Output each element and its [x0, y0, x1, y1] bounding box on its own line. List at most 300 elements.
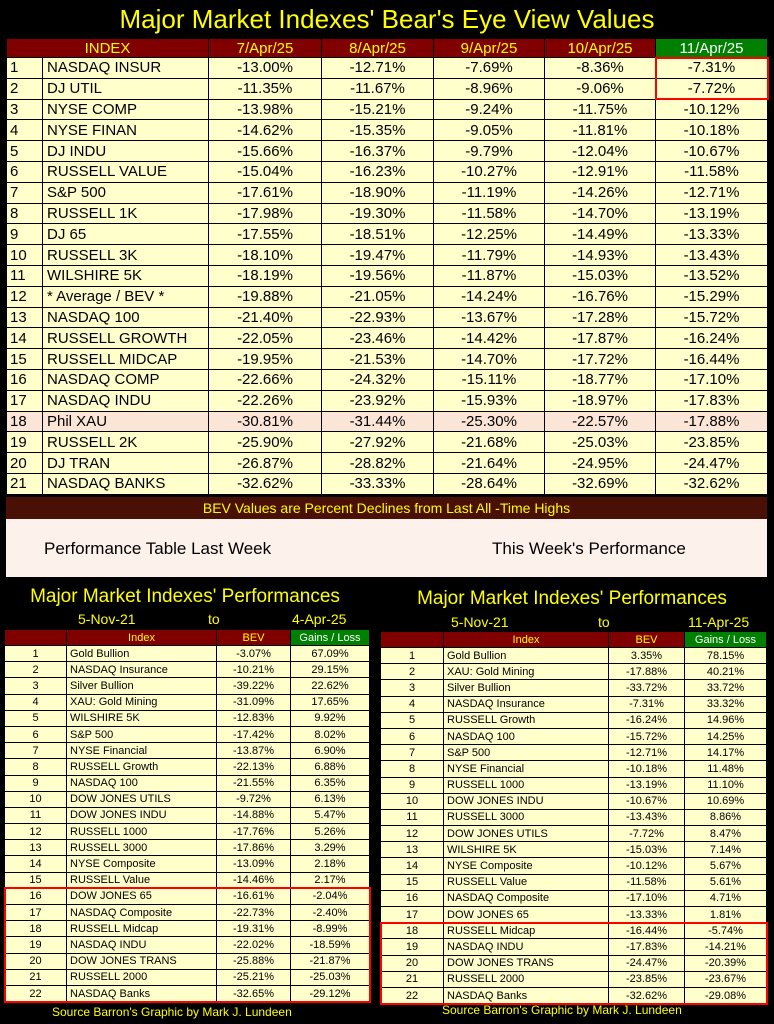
index-name: RUSSELL 3000 [444, 809, 609, 825]
bev-value: -11.79% [434, 245, 545, 266]
bev-value: -17.83% [656, 390, 768, 411]
bev-value: -19.47% [322, 245, 434, 266]
index-name: WILSHIRE 5K [67, 710, 217, 726]
this-week-from: 5-Nov-21 [451, 614, 509, 630]
bev-value: -33.72% [609, 680, 685, 696]
bev-row [7, 286, 768, 307]
row-number: 17 [381, 907, 444, 923]
performance-row [5, 726, 370, 742]
bev-value: -24.32% [322, 369, 434, 390]
bev-value: -12.91% [545, 161, 656, 182]
row-number: 11 [5, 807, 67, 823]
bev-table [6, 38, 768, 495]
bev-value: -14.70% [545, 203, 656, 224]
row-number: 18 [7, 411, 43, 432]
bev-value: -14.93% [545, 245, 656, 266]
bev-row [7, 161, 768, 182]
performance-row [381, 648, 767, 664]
index-name: S&P 500 [43, 182, 209, 203]
bev-value: -18.51% [322, 224, 434, 245]
bev-value: -10.27% [434, 161, 545, 182]
gain-loss-value: -18.59% [291, 937, 370, 953]
index-name: RUSSELL Value [67, 872, 217, 888]
bev-value: -12.04% [545, 141, 656, 162]
bev-value: -21.53% [322, 349, 434, 370]
index-name: NASDAQ 100 [67, 775, 217, 791]
index-name: NASDAQ 100 [43, 307, 209, 328]
index-name: WILSHIRE 5K [444, 842, 609, 858]
index-name: NASDAQ Composite [444, 890, 609, 906]
bev-value: -7.69% [434, 58, 545, 79]
bev-value: -25.90% [209, 432, 322, 453]
bev-row [7, 369, 768, 390]
index-name: RUSSELL 3000 [67, 840, 217, 856]
row-number: 6 [7, 161, 43, 182]
bev-row [7, 265, 768, 286]
bev-value: -16.44% [656, 349, 768, 370]
row-number: 22 [381, 987, 444, 1003]
bev-value: -18.97% [545, 390, 656, 411]
bev-value: 3.35% [609, 648, 685, 664]
bev-value: -16.24% [656, 328, 768, 349]
bev-value: -10.21% [217, 662, 291, 678]
row-number: 20 [5, 953, 67, 969]
bev-value: -13.67% [434, 307, 545, 328]
last-week-to-word: to [208, 611, 220, 627]
gain-loss-value: 5.26% [291, 824, 370, 840]
bev-value: -25.88% [217, 953, 291, 969]
bev-value: -19.30% [322, 203, 434, 224]
index-name: NASDAQ INDU [43, 390, 209, 411]
row-number: 19 [7, 432, 43, 453]
performance-row [5, 807, 370, 823]
bev-value: -13.33% [609, 907, 685, 923]
performance-row [5, 743, 370, 759]
gain-loss-value: 14.17% [685, 745, 767, 761]
bev-value: -25.21% [217, 969, 291, 985]
row-number: 22 [5, 985, 67, 1001]
index-name: NASDAQ Banks [67, 985, 217, 1001]
index-name: RUSSELL 1000 [444, 777, 609, 793]
index-name: Gold Bullion [444, 648, 609, 664]
label-this-week: This Week's Performance [492, 539, 686, 558]
label-last-week: Performance Table Last Week [44, 539, 272, 558]
row-number: 18 [5, 921, 67, 937]
bev-value: -15.29% [656, 286, 768, 307]
row-number: 2 [5, 662, 67, 678]
performance-row [381, 923, 767, 939]
row-number: 9 [5, 775, 67, 791]
bev-value: -13.09% [217, 856, 291, 872]
row-number: 19 [5, 937, 67, 953]
index-name: DOW JONES UTILS [444, 826, 609, 842]
last-week-header-row [5, 630, 370, 646]
bev-header-row [7, 39, 768, 58]
index-name: S&P 500 [444, 745, 609, 761]
bev-value: -25.30% [434, 411, 545, 432]
index-name: DOW JONES TRANS [67, 953, 217, 969]
bev-value: -17.86% [217, 840, 291, 856]
bev-value: -31.09% [217, 694, 291, 710]
row-number: 2 [381, 664, 444, 680]
bev-value: -21.64% [434, 453, 545, 474]
performance-row [381, 842, 767, 858]
row-number: 12 [381, 826, 444, 842]
row-number: 3 [5, 678, 67, 694]
performance-row [5, 710, 370, 726]
row-number: 19 [381, 939, 444, 955]
index-name: NASDAQ INDU [444, 939, 609, 955]
this-week-source: Source Barron's Graphic by Mark J. Lundeen [442, 1003, 682, 1017]
performance-row [5, 969, 370, 985]
gain-loss-value: 8.47% [685, 826, 767, 842]
index-name: Silver Bullion [444, 680, 609, 696]
index-name: DOW JONES 65 [444, 907, 609, 923]
row-number: 1 [381, 648, 444, 664]
bev-value: -17.10% [609, 890, 685, 906]
bev-value: -22.13% [217, 759, 291, 775]
row-number: 8 [7, 203, 43, 224]
bev-header-date: 7/Apr/25 [209, 39, 322, 58]
gain-loss-value: 14.25% [685, 728, 767, 744]
gain-loss-value: 67.09% [291, 646, 370, 662]
gain-loss-value: 29.15% [291, 662, 370, 678]
index-name: DOW JONES 65 [67, 888, 217, 904]
this-week-to: 11-Apr-25 [688, 614, 750, 630]
bev-value: -14.24% [434, 286, 545, 307]
bev-value: -7.72% [656, 78, 768, 99]
index-name: NASDAQ BANKS [43, 473, 209, 494]
performance-row [381, 728, 767, 744]
row-number: 1 [5, 646, 67, 662]
performance-row [381, 907, 767, 923]
bev-value: -21.05% [322, 286, 434, 307]
index-name: DOW JONES UTILS [67, 791, 217, 807]
bev-value: -21.68% [434, 432, 545, 453]
index-name: RUSSELL Midcap [67, 921, 217, 937]
bev-value: -19.31% [217, 921, 291, 937]
bev-value: -11.58% [609, 874, 685, 890]
index-name: DJ TRAN [43, 453, 209, 474]
bev-value: -24.47% [609, 955, 685, 971]
bev-row [7, 99, 768, 120]
bev-value: -18.90% [322, 182, 434, 203]
bev-value: -24.95% [545, 453, 656, 474]
index-name: DOW JONES INDU [67, 807, 217, 823]
row-number: 1 [7, 58, 43, 79]
row-number: 9 [7, 224, 43, 245]
bev-value: -12.71% [656, 182, 768, 203]
index-name: NASDAQ INDU [67, 937, 217, 953]
this-week-to-word: to [598, 614, 610, 630]
bev-value: -16.61% [217, 888, 291, 904]
bev-value: -23.92% [322, 390, 434, 411]
index-name: RUSSELL 3K [43, 245, 209, 266]
bev-value: -9.72% [217, 791, 291, 807]
index-name: NASDAQ COMP [43, 369, 209, 390]
header-gains-loss: Gains / Loss [291, 630, 370, 646]
row-number: 20 [381, 955, 444, 971]
bev-value: -32.65% [217, 985, 291, 1001]
bev-value: -16.23% [322, 161, 434, 182]
gain-loss-value: 33.72% [685, 680, 767, 696]
row-number: 18 [381, 923, 444, 939]
gain-loss-value: 6.13% [291, 791, 370, 807]
bev-value: -19.88% [209, 286, 322, 307]
bev-header-date-latest: 11/Apr/25 [656, 39, 768, 58]
row-number: 10 [381, 793, 444, 809]
bev-value: -11.58% [656, 161, 768, 182]
index-name: NASDAQ Composite [67, 905, 217, 921]
bev-value: -11.81% [545, 120, 656, 141]
bev-value: -12.71% [609, 745, 685, 761]
row-number: 21 [5, 969, 67, 985]
row-number: 13 [5, 840, 67, 856]
bev-value: -10.67% [656, 141, 768, 162]
bev-value: -10.18% [656, 120, 768, 141]
bev-value: -14.88% [217, 807, 291, 823]
bev-value: -13.43% [609, 809, 685, 825]
performance-row [5, 824, 370, 840]
bev-value: -17.87% [545, 328, 656, 349]
gain-loss-value: 9.92% [291, 710, 370, 726]
bev-value: -7.31% [656, 58, 768, 79]
bev-value: -11.35% [209, 78, 322, 99]
bev-value: -14.70% [434, 349, 545, 370]
row-number: 7 [5, 743, 67, 759]
bev-value: -27.92% [322, 432, 434, 453]
performance-row [381, 712, 767, 728]
bev-value: -8.96% [434, 78, 545, 99]
gain-loss-value: 17.65% [291, 694, 370, 710]
bev-value: -15.72% [609, 728, 685, 744]
bev-value: -28.82% [322, 453, 434, 474]
row-number: 21 [7, 473, 43, 494]
row-number: 14 [5, 856, 67, 872]
index-name: NYSE Financial [444, 761, 609, 777]
row-number: 14 [7, 328, 43, 349]
index-name: RUSSELL 2000 [67, 969, 217, 985]
bev-value: -9.06% [545, 78, 656, 99]
performance-row [5, 791, 370, 807]
index-name: WILSHIRE 5K [43, 265, 209, 286]
performance-row [5, 872, 370, 888]
bev-value: -18.10% [209, 245, 322, 266]
performance-row [5, 646, 370, 662]
bev-value: -22.66% [209, 369, 322, 390]
row-number: 17 [5, 905, 67, 921]
gain-loss-value: 33.32% [685, 696, 767, 712]
bev-value: -10.12% [656, 99, 768, 120]
performance-row [5, 759, 370, 775]
performance-row [381, 955, 767, 971]
gain-loss-value: 4.71% [685, 890, 767, 906]
bev-value: -25.03% [545, 432, 656, 453]
bev-row [7, 432, 768, 453]
gain-loss-value: 11.10% [685, 777, 767, 793]
index-name: XAU: Gold Mining [444, 664, 609, 680]
bev-row [7, 307, 768, 328]
row-number: 12 [5, 824, 67, 840]
gain-loss-value: 5.47% [291, 807, 370, 823]
performance-row [381, 745, 767, 761]
section-labels [6, 519, 767, 577]
bev-row [7, 120, 768, 141]
bev-header-date: 8/Apr/25 [322, 39, 434, 58]
gain-loss-value: 6.90% [291, 743, 370, 759]
performance-row [381, 858, 767, 874]
index-name: NYSE Financial [67, 743, 217, 759]
bev-value: -11.19% [434, 182, 545, 203]
bev-value: -26.87% [209, 453, 322, 474]
row-number: 2 [7, 78, 43, 99]
index-name: NYSE FINAN [43, 120, 209, 141]
bev-value: -16.76% [545, 286, 656, 307]
bev-value: -17.88% [656, 411, 768, 432]
bev-value: -18.19% [209, 265, 322, 286]
performance-row [381, 664, 767, 680]
index-name: RUSSELL GROWTH [43, 328, 209, 349]
row-number: 4 [5, 694, 67, 710]
header-index: Index [67, 630, 217, 646]
bev-value: -22.26% [209, 390, 322, 411]
row-number: 3 [7, 99, 43, 120]
row-number: 11 [381, 809, 444, 825]
performance-row [381, 987, 767, 1003]
gain-loss-value: -29.08% [685, 987, 767, 1003]
index-name: RUSSELL VALUE [43, 161, 209, 182]
bev-value: -23.46% [322, 328, 434, 349]
index-name: * Average / BEV * [43, 286, 209, 307]
bev-value: -16.24% [609, 712, 685, 728]
gain-loss-value: 40.21% [685, 664, 767, 680]
this-week-header-row [381, 632, 767, 648]
row-number: 15 [5, 872, 67, 888]
row-number: 5 [5, 710, 67, 726]
row-number: 6 [381, 728, 444, 744]
bev-value: -14.26% [545, 182, 656, 203]
performance-row [5, 888, 370, 904]
bev-value: -22.57% [545, 411, 656, 432]
gain-loss-value: -2.04% [291, 888, 370, 904]
index-name: RUSSELL 2000 [444, 971, 609, 987]
index-name: RUSSELL 1K [43, 203, 209, 224]
bev-value: -16.37% [322, 141, 434, 162]
bev-row [7, 328, 768, 349]
row-number: 3 [381, 680, 444, 696]
bev-value: -17.61% [209, 182, 322, 203]
index-name: NASDAQ Insurance [67, 662, 217, 678]
bev-value: -8.36% [545, 58, 656, 79]
performance-row [5, 953, 370, 969]
bev-value: -22.05% [209, 328, 322, 349]
row-number: 5 [381, 712, 444, 728]
row-number: 13 [7, 307, 43, 328]
row-number: 16 [7, 369, 43, 390]
page-title: Major Market Indexes' Bear's Eye View Values [119, 4, 655, 34]
bev-value: -14.49% [545, 224, 656, 245]
bev-footnote: BEV Values are Percent Declines from Last All -Time Highs [6, 497, 767, 519]
row-number: 12 [7, 286, 43, 307]
gain-loss-value: -14.21% [685, 939, 767, 955]
row-number: 16 [381, 890, 444, 906]
bev-value: -15.66% [209, 141, 322, 162]
index-name: RUSSELL MIDCAP [43, 349, 209, 370]
last-week-title: Major Market Indexes' Performances [30, 586, 340, 607]
index-name: S&P 500 [67, 726, 217, 742]
performance-row [381, 971, 767, 987]
row-number: 10 [5, 791, 67, 807]
gain-loss-value: 78.15% [685, 648, 767, 664]
gain-loss-value: 1.81% [685, 907, 767, 923]
bev-value: -30.81% [209, 411, 322, 432]
performance-row [381, 680, 767, 696]
index-name: DJ INDU [43, 141, 209, 162]
bev-value: -15.72% [656, 307, 768, 328]
gain-loss-value: 11.48% [685, 761, 767, 777]
header-index: Index [444, 632, 609, 648]
gain-loss-value: -29.12% [291, 985, 370, 1001]
bev-value: -17.72% [545, 349, 656, 370]
gain-loss-value: -20.39% [685, 955, 767, 971]
row-number: 10 [7, 245, 43, 266]
bev-row [7, 349, 768, 370]
row-number: 14 [381, 858, 444, 874]
performance-row [381, 809, 767, 825]
row-number: 8 [381, 761, 444, 777]
performance-row [5, 840, 370, 856]
bev-value: -13.87% [217, 743, 291, 759]
index-name: Phil XAU [43, 411, 209, 432]
index-name: NASDAQ Insurance [444, 696, 609, 712]
index-name: NYSE Composite [67, 856, 217, 872]
row-number: 5 [7, 141, 43, 162]
bev-value: -17.88% [609, 664, 685, 680]
bev-value: -7.72% [609, 826, 685, 842]
gain-loss-value: 6.35% [291, 775, 370, 791]
gain-loss-value: 2.18% [291, 856, 370, 872]
bev-value: -11.67% [322, 78, 434, 99]
bev-value: -11.87% [434, 265, 545, 286]
bev-value: -14.42% [434, 328, 545, 349]
bev-value: -10.12% [609, 858, 685, 874]
gain-loss-value: 8.86% [685, 809, 767, 825]
gain-loss-value: 5.67% [685, 858, 767, 874]
index-name: NYSE Composite [444, 858, 609, 874]
bev-value: -12.83% [217, 710, 291, 726]
bev-value: -17.10% [656, 369, 768, 390]
gain-loss-value: 10.69% [685, 793, 767, 809]
performance-row [5, 856, 370, 872]
index-name: RUSSELL 1000 [67, 824, 217, 840]
row-number: 13 [381, 842, 444, 858]
bev-value: -13.43% [656, 245, 768, 266]
bev-row [7, 390, 768, 411]
bev-value: -10.18% [609, 761, 685, 777]
index-name: NYSE COMP [43, 99, 209, 120]
index-name: NASDAQ INSUR [43, 58, 209, 79]
bev-row [7, 224, 768, 245]
gain-loss-value: -8.99% [291, 921, 370, 937]
bev-value: -17.42% [217, 726, 291, 742]
performance-row [381, 939, 767, 955]
index-name: Silver Bullion [67, 678, 217, 694]
bev-value: -13.52% [656, 265, 768, 286]
bev-value: -17.55% [209, 224, 322, 245]
gain-loss-value: 14.96% [685, 712, 767, 728]
bev-value: -33.33% [322, 473, 434, 494]
performance-row [381, 793, 767, 809]
